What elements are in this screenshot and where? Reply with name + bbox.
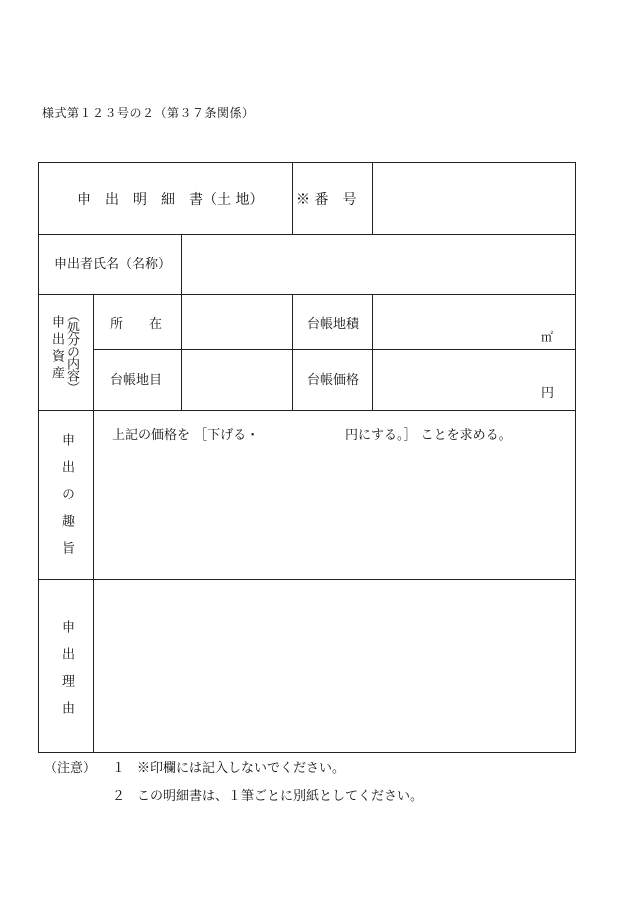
note-number: ２ bbox=[112, 789, 126, 804]
number-field[interactable] bbox=[373, 163, 575, 234]
row-divider bbox=[39, 410, 575, 411]
reason-label: 申出理由 bbox=[59, 620, 74, 728]
land-area-unit: ㎡ bbox=[541, 330, 554, 344]
purpose-field[interactable] bbox=[94, 453, 575, 579]
col-divider bbox=[292, 294, 293, 410]
form-table bbox=[38, 162, 576, 753]
property-section-sublabel: （処分の内容） bbox=[64, 309, 79, 393]
location-field[interactable] bbox=[182, 295, 292, 349]
reason-field[interactable] bbox=[94, 580, 575, 752]
property-section-label: 申出資産 bbox=[49, 315, 64, 383]
land-area-label: 台帳地積 bbox=[307, 317, 360, 332]
ledger-price-label: 台帳価格 bbox=[307, 373, 360, 388]
col-divider bbox=[292, 163, 293, 234]
land-category-field[interactable] bbox=[182, 350, 292, 410]
purpose-text-start: 上記の価格を ［下げる・ bbox=[112, 428, 260, 443]
purpose-text-end: 円にする。］ ことを求める。 bbox=[345, 428, 512, 443]
purpose-label: 申出の趣旨 bbox=[59, 433, 74, 568]
purpose-amount-field[interactable] bbox=[261, 421, 341, 443]
form-number: 様式第１２３号の２（第３７条関係） bbox=[42, 106, 255, 120]
notes-header: （注意） bbox=[44, 761, 97, 776]
note-number: １ bbox=[112, 761, 126, 776]
land-category-label: 台帳地目 bbox=[110, 373, 163, 388]
note-text: ※印欄には記入しないでください。 bbox=[137, 761, 346, 776]
form-title: 申 出 明 細 書（土 地） bbox=[77, 192, 264, 208]
ledger-price-field[interactable] bbox=[373, 350, 575, 410]
ledger-price-unit: 円 bbox=[541, 386, 555, 401]
applicant-label: 申出者氏名（名称） bbox=[54, 257, 172, 272]
location-label: 所 在 bbox=[110, 317, 163, 332]
number-label: ※ 番 号 bbox=[296, 192, 357, 208]
note-text: この明細書は、１筆ごとに別紙としてください。 bbox=[137, 789, 424, 804]
applicant-field[interactable] bbox=[182, 235, 575, 294]
